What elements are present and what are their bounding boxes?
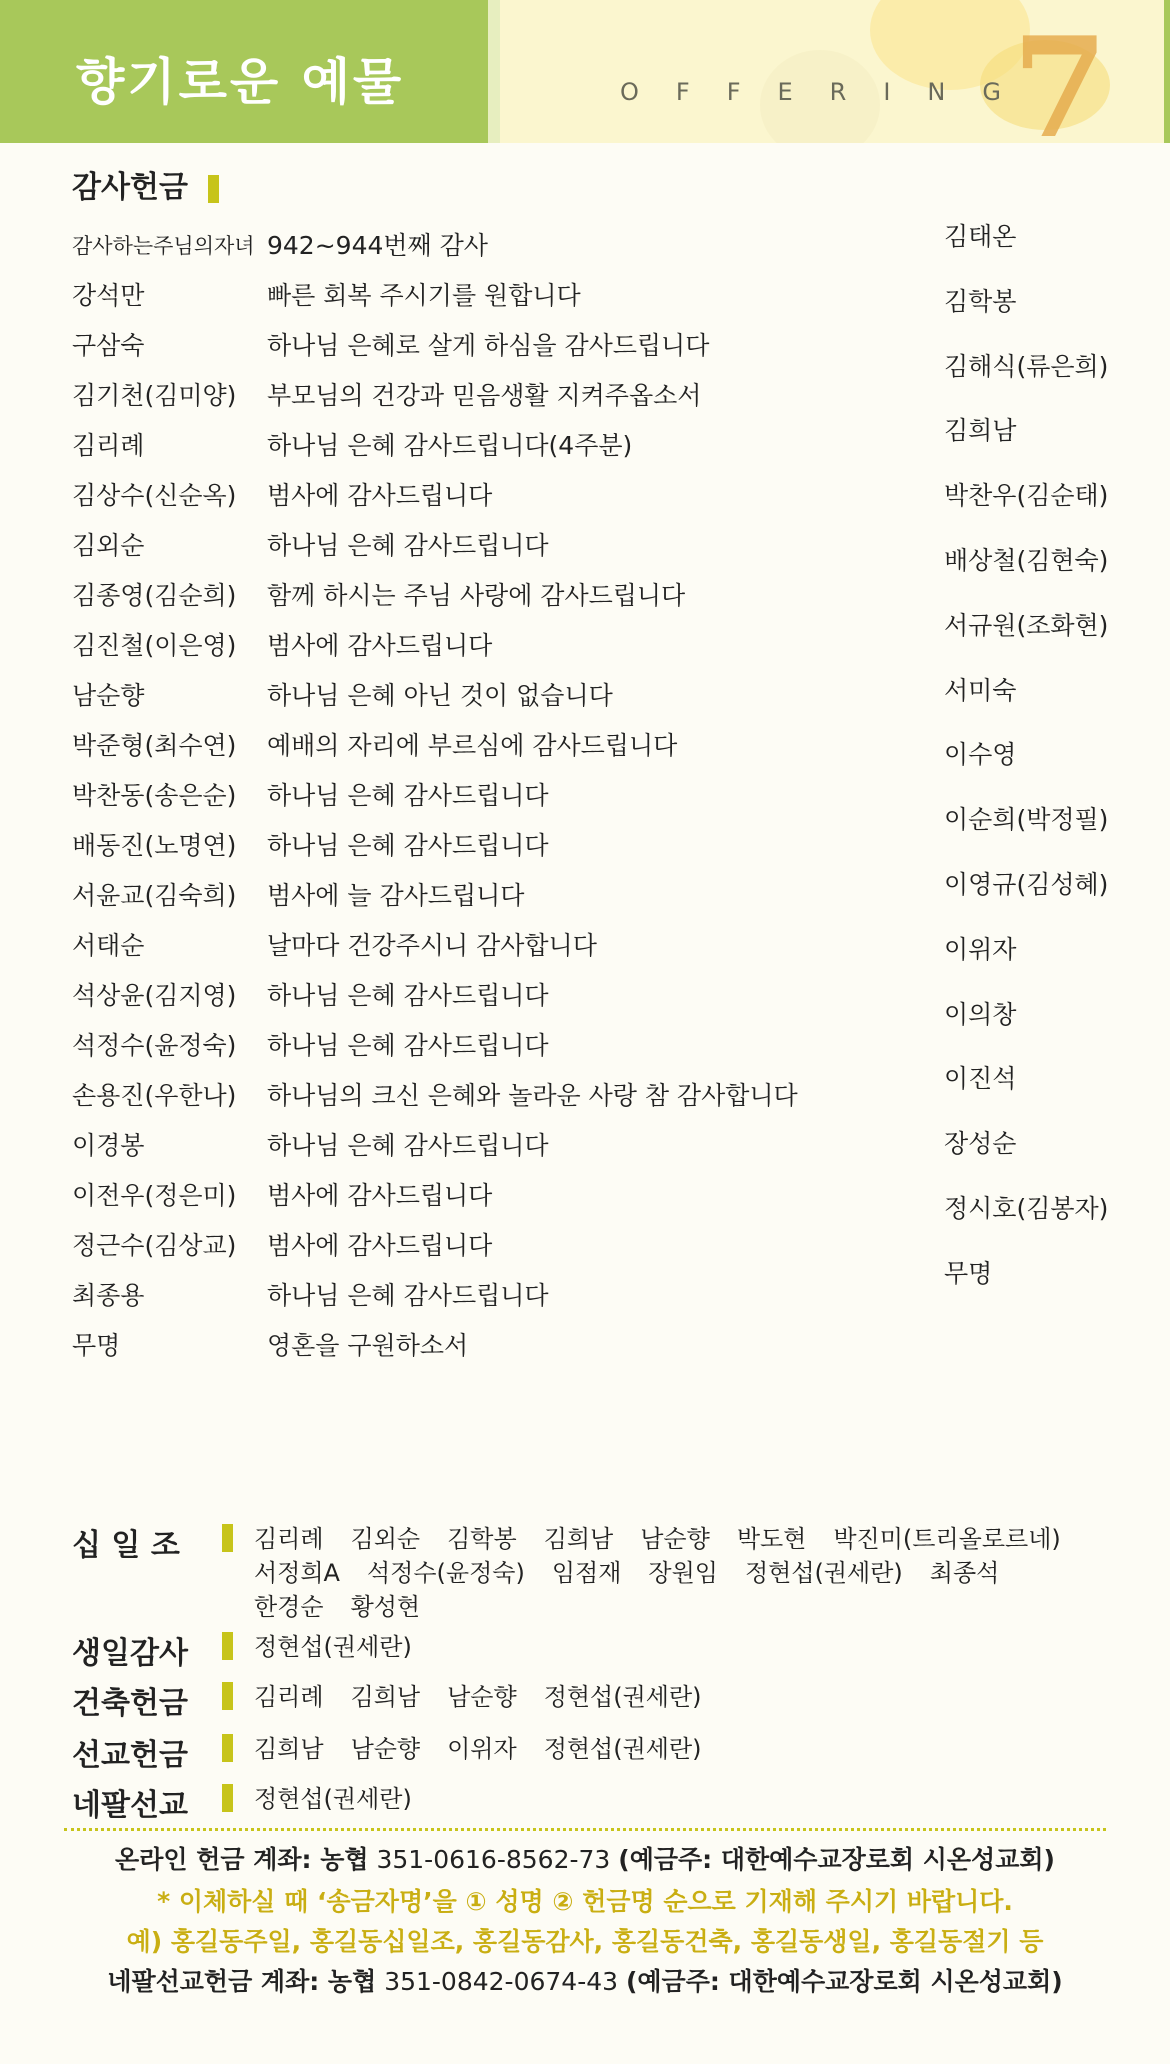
thanks-row (72, 672, 912, 722)
donor-name: 김리례 (254, 1525, 324, 1553)
donor-name: 무명 (944, 1258, 993, 1288)
page-header (0, 0, 1170, 143)
donor-message: 하나님 은혜 감사드립니다 (267, 531, 549, 560)
birthday-label: 생일감사 (72, 1636, 188, 1671)
donor-name: 김희남 (254, 1735, 324, 1763)
donor-message: 날마다 건강주시니 감사합니다 (267, 931, 597, 960)
donor-name: 감사하는주님의자녀 (72, 234, 255, 258)
donor-message: 하나님 은혜 감사드립니다 (267, 1031, 549, 1060)
donor-message: 942~944번째 감사 (267, 231, 488, 260)
page-title: 향기로운 예물 (76, 53, 405, 111)
thanks-row (72, 872, 912, 922)
thanks-row (72, 1172, 912, 1222)
thanks-row (72, 1122, 912, 1172)
donor-name: 박준형(최수연) (72, 731, 237, 760)
donor-name: 박진미(트리올로르네) (833, 1525, 1061, 1553)
online-account-label: 온라인 헌금 계좌: 농협 (115, 1845, 369, 1874)
donor-name: 김학봉 (447, 1525, 517, 1553)
donor-message: 범사에 늘 감사드립니다 (267, 881, 525, 910)
donor-name: 남순향 (350, 1735, 421, 1763)
donor-message: 하나님 은혜 아닌 것이 없습니다 (267, 681, 613, 710)
birthday-names (254, 1630, 1170, 1664)
donor-name: 서미숙 (944, 675, 1017, 705)
donor-name: 장원임 (648, 1559, 718, 1587)
donor-message: 범사에 감사드립니다 (267, 481, 493, 510)
donor-name: 김태온 (944, 222, 1017, 251)
donor-name: 서윤교(김숙희) (72, 881, 237, 910)
donor-name: 임점재 (551, 1559, 622, 1587)
header-subtitle: OFFERING (620, 78, 1038, 106)
donor-message: 하나님 은혜 감사드립니다 (267, 831, 549, 860)
donor-name: 김상수(신순옥) (72, 481, 237, 510)
donor-name: 배동진(노명연) (72, 831, 237, 860)
donor-message: 영혼을 구원하소서 (267, 1331, 469, 1360)
donor-name: 김희남 (944, 416, 1017, 446)
donor-message: 빠른 회복 주시기를 원합니다 (267, 281, 581, 310)
donor-name: 김희남 (350, 1683, 421, 1711)
thanks-row (72, 522, 912, 572)
tithe-names (254, 1522, 1170, 1624)
donor-name: 서규원(조화현) (944, 610, 1109, 640)
donor-name: 박찬동(송은순) (72, 781, 237, 810)
nepal-names (254, 1782, 1170, 1816)
transfer-example: 예) 홍길동주일, 홍길동십일조, 홍길동감사, 홍길동건축, 홍길동생일, 홍길동절기 등 (126, 1927, 1044, 1956)
thanks-row (72, 322, 912, 372)
thanks-section-title (72, 162, 219, 206)
donor-message: 부모님의 건강과 믿음생활 지켜주옵소서 (267, 381, 702, 410)
nepal-marker (222, 1784, 233, 1812)
thanks-row (72, 372, 912, 422)
donor-message: 하나님 은혜로 살게 하심을 감사드립니다 (267, 331, 710, 360)
mission-marker (222, 1734, 233, 1762)
donor-name: 손용진(우한나) (72, 1081, 237, 1110)
donor-name: 석정수(윤정숙) (72, 1031, 237, 1060)
birthday-marker (222, 1632, 233, 1660)
thanks-row (72, 972, 912, 1022)
donor-name: 정시호(김봉자) (944, 1193, 1109, 1223)
donor-name: 김리례 (72, 431, 145, 460)
building-names (254, 1680, 1170, 1714)
header-stripe (488, 0, 500, 143)
nepal-label: 네팔선교 (72, 1788, 188, 1823)
donor-name: 최종석 (929, 1559, 1000, 1587)
donor-name: 김해식(류은희) (944, 351, 1109, 381)
title-marker (208, 175, 219, 203)
thanks-right-names (944, 220, 1154, 1322)
online-account-number: 351-0616-8562-73 (376, 1845, 611, 1874)
thanks-row (72, 1322, 912, 1372)
donor-name: 이영규(김성혜) (944, 869, 1109, 899)
nepal-account-number: 351-0842-0674-43 (384, 1967, 619, 1996)
donor-name: 남순향 (640, 1525, 710, 1553)
tithe-line (254, 1556, 1170, 1590)
donor-message: 범사에 감사드립니다 (267, 1181, 493, 1210)
mission-label: 선교헌금 (72, 1738, 188, 1773)
thanks-row (72, 272, 912, 322)
thanks-row (72, 1222, 912, 1272)
donor-name: 정현섭(권세란) (543, 1683, 702, 1711)
donor-message: 하나님 은혜 감사드립니다 (267, 1281, 549, 1310)
thanks-row (72, 922, 912, 972)
transfer-note: * 이체하실 때 ‘송금자명’을 ① 성명 ② 헌금명 순으로 기재해 주시기 바랍니다. (157, 1887, 1013, 1916)
donor-message: 하나님 은혜 감사드립니다 (267, 981, 549, 1010)
donor-message: 하나님 은혜 감사드립니다 (267, 1131, 549, 1160)
donor-name: 한경순 (254, 1593, 324, 1621)
donor-message: 하나님의 크신 은혜와 놀라운 사랑 참 감사합니다 (267, 1081, 798, 1110)
thanks-row (72, 222, 912, 272)
donor-name: 이의창 (944, 999, 1017, 1029)
donor-message: 예배의 자리에 부르심에 감사드립니다 (267, 731, 678, 760)
donor-name: 이위자 (944, 934, 1017, 964)
donor-name: 이경봉 (72, 1131, 145, 1160)
donor-name: 정현섭(권세란) (254, 1785, 412, 1813)
donor-name: 김희남 (543, 1525, 614, 1553)
donor-name: 김학봉 (944, 286, 1017, 316)
donor-message: 범사에 감사드립니다 (267, 1231, 493, 1260)
tithe-marker (222, 1524, 233, 1552)
nepal-account-label: 네팔선교헌금 계좌: 농협 (107, 1967, 377, 1996)
donor-name: 이진석 (944, 1064, 1017, 1094)
donor-name: 배상철(김현숙) (944, 545, 1109, 575)
tithe-label: 십 일 조 (72, 1528, 180, 1563)
donor-name: 이전우(정은미) (72, 1181, 237, 1210)
donor-name: 김기천(김미양) (72, 381, 237, 410)
thanks-title-text: 감사헌금 (72, 170, 188, 205)
building-marker (222, 1682, 233, 1710)
tithe-line (254, 1522, 1170, 1556)
thanks-row (72, 472, 912, 522)
online-account-holder: (예금주: 대한예수교장로회 시온성교회) (618, 1845, 1055, 1874)
thanks-row (72, 722, 912, 772)
donor-name: 이순희(박정필) (944, 805, 1109, 835)
donor-name: 정근수(김상교) (72, 1231, 237, 1260)
donor-message: 함께 하시는 주님 사랑에 감사드립니다 (267, 581, 686, 610)
donor-name: 정현섭(권세란) (254, 1633, 412, 1661)
donor-message: 범사에 감사드립니다 (267, 631, 493, 660)
donor-name: 정현섭(권세란) (543, 1735, 702, 1763)
donor-name: 강석만 (72, 281, 145, 310)
building-label: 건축헌금 (72, 1686, 188, 1721)
donor-name: 김리례 (254, 1683, 324, 1711)
thanks-row (72, 822, 912, 872)
dotted-divider (64, 1828, 1106, 1831)
thanks-list (72, 222, 912, 1372)
tithe-line (254, 1590, 1170, 1624)
donor-name: 이위자 (447, 1735, 517, 1763)
donor-name: 이수영 (944, 740, 1017, 770)
donor-name: 황성현 (350, 1593, 421, 1621)
donor-name: 무명 (72, 1331, 121, 1360)
donor-name: 남순향 (72, 681, 145, 710)
thanks-row (72, 1072, 912, 1122)
thanks-row (72, 572, 912, 622)
online-account (0, 1840, 1170, 1876)
donor-name: 장성순 (944, 1129, 1017, 1159)
donor-name: 김외순 (350, 1525, 421, 1553)
donor-message: 하나님 은혜 감사드립니다 (267, 781, 549, 810)
thanks-row (72, 422, 912, 472)
donor-name: 박찬우(김순태) (944, 481, 1109, 511)
donor-name: 김진철(이은영) (72, 631, 237, 660)
donor-name: 남순향 (447, 1683, 517, 1711)
donor-name: 박도현 (736, 1525, 807, 1553)
thanks-row (72, 772, 912, 822)
donor-name: 김외순 (72, 531, 145, 560)
mission-names (254, 1732, 1170, 1766)
nepal-account (0, 1962, 1170, 1998)
thanks-row (72, 622, 912, 672)
donor-name: 서정희A (254, 1559, 340, 1587)
header-right-bar (1164, 0, 1170, 143)
donor-name: 석상윤(김지영) (72, 981, 237, 1010)
donor-name: 석정수(윤정숙) (366, 1559, 525, 1587)
page-number: 7 (1012, 6, 1109, 143)
donor-name: 서태순 (72, 931, 145, 960)
thanks-row (72, 1022, 912, 1072)
thanks-row (72, 1272, 912, 1322)
donor-message: 하나님 은혜 감사드립니다(4주분) (267, 431, 633, 460)
donor-name: 최종용 (72, 1281, 145, 1310)
donor-name: 김종영(김순희) (72, 581, 237, 610)
nepal-account-holder: (예금주: 대한예수교장로회 시온성교회) (625, 1967, 1063, 1996)
donor-name: 정현섭(권세란) (744, 1559, 903, 1587)
donor-name: 구삼숙 (72, 331, 145, 360)
